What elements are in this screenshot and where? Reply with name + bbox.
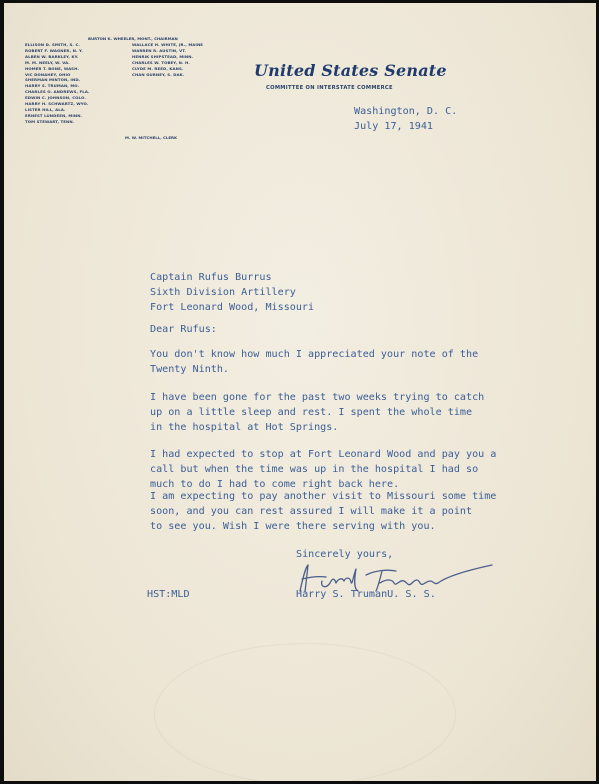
paragraph-line: much to do I had to come right back here. <box>150 479 400 490</box>
paragraph-line: soon, and you can rest assured I will make it a point <box>150 506 473 517</box>
paragraph-1 <box>150 347 478 377</box>
paragraph-2 <box>150 390 484 435</box>
faint-watermark <box>154 643 456 781</box>
member-name: SHERMAN MINTON, IND. <box>25 77 81 83</box>
paragraph-line: I had expected to stop at Fort Leonard Wood and pay you a <box>150 449 497 460</box>
address-line: Fort Leonard Wood, Missouri <box>150 302 315 313</box>
member-name: ROBERT F. WAGNER, N. Y. <box>25 47 83 53</box>
paragraph-line: in the hospital at Hot Springs. <box>150 422 339 433</box>
member-name: WARREN R. AUSTIN, VT. <box>132 47 186 53</box>
paragraph-3 <box>150 447 496 492</box>
member-name: HARRY S. TRUMAN, MO. <box>25 83 80 89</box>
typist-initials: HST:MLD <box>147 589 190 600</box>
letterhead-clerk: M. W. MITCHELL, CLERK <box>125 135 178 140</box>
member-name: EDWIN C. JOHNSON, COLO. <box>25 95 86 101</box>
member-name: LISTER HILL, ALA. <box>25 106 66 112</box>
member-name: WALLACE H. WHITE, JR., MAINE <box>132 42 204 47</box>
letterhead-members-right <box>132 42 203 77</box>
address-line: Sixth Division Artillery <box>150 287 296 298</box>
member-name: M. M. NEELY, W. VA. <box>25 59 70 65</box>
paragraph-line: You don't know how much I appreciated your note of the <box>150 349 479 360</box>
recipient-address <box>150 270 314 315</box>
letter-date: July 17, 1941 <box>354 121 434 132</box>
letter-place: Washington, D. C. <box>354 106 458 117</box>
address-line: Captain Rufus Burrus <box>150 272 272 283</box>
member-name: ERNEST LUNDEEN, MINN. <box>25 112 83 118</box>
salutation: Dear Rufus: <box>150 324 217 335</box>
member-name: CHARLES W. TOBEY, N. H. <box>132 59 190 65</box>
letterhead-committee: COMMITTEE ON INTERSTATE COMMERCE <box>266 85 393 91</box>
paragraph-line: call but when the time was up in the hospital I had so <box>150 464 479 475</box>
paragraph-line: Twenty Ninth. <box>150 364 230 375</box>
paragraph-line: up on a little sleep and rest. I spent the whole time <box>150 407 473 418</box>
paragraph-line: to see you. Wish I were there serving with you. <box>150 521 436 532</box>
letterhead-members-left <box>25 42 90 125</box>
letter-sheet <box>4 3 596 781</box>
member-name: VIC DONAHEY, OHIO <box>25 71 71 77</box>
paragraph-line: I am expecting to pay another visit to Missouri some time <box>150 491 497 502</box>
closing: Sincerely yours, <box>296 549 394 560</box>
member-name: CLYDE M. REED, KANS. <box>132 65 184 71</box>
member-name: HARRY H. SCHWARTZ, WYO. <box>25 101 89 107</box>
member-name: HOMER T. BONE, WASH. <box>25 65 80 71</box>
member-name: CHARLES O. ANDREWS, FLA. <box>25 89 90 95</box>
member-name: ALBEN W. BARKLEY, KY. <box>25 53 79 59</box>
letterhead-title: United States Senate <box>254 61 447 80</box>
signer-name: Harry S. TrumanU. S. S. <box>296 589 436 600</box>
member-name: ELLISON D. SMITH, S. C. <box>25 42 80 47</box>
letterhead-chairman: BURTON K. WHEELER, MONT., CHAIRMAN <box>88 36 178 41</box>
paragraph-4 <box>150 489 496 534</box>
member-name: CHAN GURNEY, S. DAK. <box>132 71 185 77</box>
member-name: HENRIK SHIPSTEAD, MINN. <box>132 53 194 59</box>
member-name: TOM STEWART, TENN. <box>25 118 75 124</box>
paragraph-line: I have been gone for the past two weeks trying to catch <box>150 392 485 403</box>
